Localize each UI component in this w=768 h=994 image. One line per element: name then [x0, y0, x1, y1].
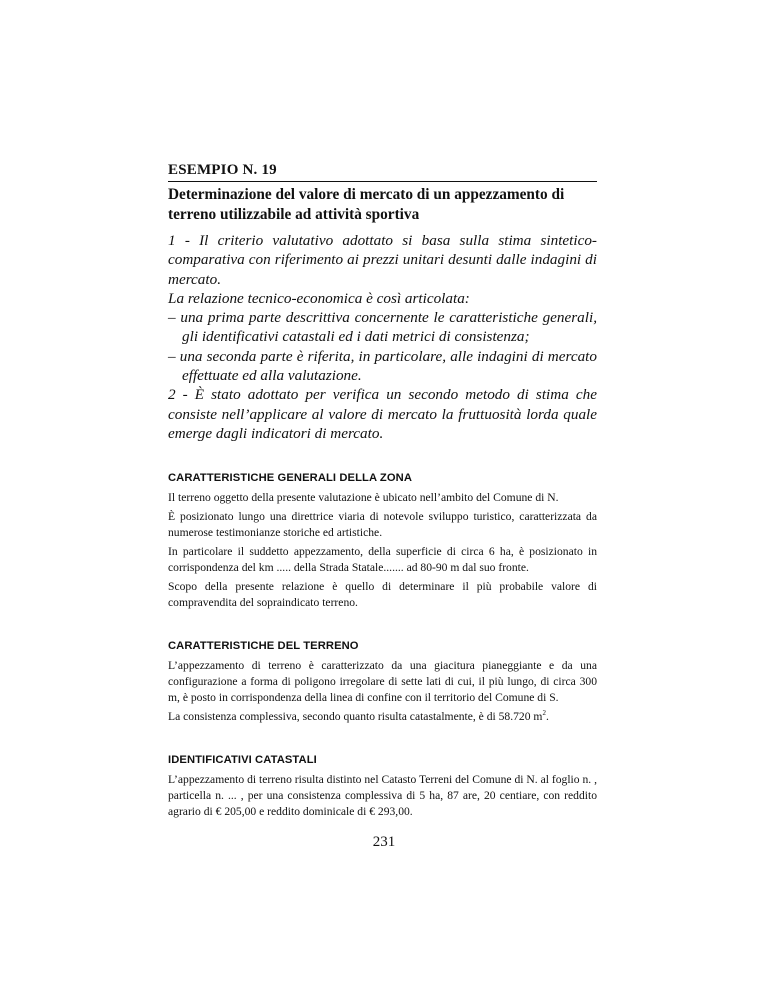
page-number: 231 — [372, 834, 396, 850]
intro-block — [168, 231, 597, 443]
body-paragraph: Il terreno oggetto della presente valutazione è ubicato nell’ambito del Comune di N. — [168, 491, 559, 505]
title-rule — [168, 181, 597, 182]
document-page — [168, 160, 597, 823]
intro-list-item: – una prima parte descrittiva concernente le caratteristiche generali, gli identificativi catastali ed i dati metrici di consistenza; — [168, 309, 597, 346]
intro-paragraph-2: La relazione tecnico-economica è così articolata: — [168, 289, 470, 307]
intro-list-item: – una seconda parte è riferita, in particolare, alle indagini di mercato effettuate ed alla valutazione. — [168, 347, 597, 385]
body-paragraph: Scopo della presente relazione è quello di determinare il più probabile valore di compravendita del sopraindicato terreno. — [168, 580, 597, 610]
consistency-text: La consistenza complessiva, secondo quanto risulta catastalmente, è di 58.720 m — [168, 710, 543, 724]
body-paragraph: L’appezzamento di terreno risulta distinto nel Catasto Terreni del Comune di N. al foglio n. , particella n. ... , per una consistenza complessiva di 5 ha, 87 are, 20 centiare, con reddito agrario di € 205,00 e reddito dominicale di € 293,00. — [168, 773, 597, 819]
example-label: ESEMPIO N. 19 — [168, 162, 277, 178]
body-paragraph: È posizionato lungo una direttrice viaria di notevole sviluppo turistico, caratterizzata da numerose testimonianze storiche ed artistiche. — [168, 510, 597, 540]
section-heading: CARATTERISTICHE DEL TERRENO — [168, 640, 359, 653]
section-terreno — [168, 639, 597, 725]
section-heading: IDENTIFICATIVI CATASTALI — [168, 754, 317, 767]
intro-list — [168, 308, 597, 385]
sentence-end: . — [545, 710, 549, 724]
intro-paragraph-3: 2 - È stato adottato per verifica un secondo metodo di stima che consiste nell’applicare al valore di mercato la fruttuosità lorda quale emerge dagli indicatori di mercato. — [168, 386, 597, 442]
intro-paragraph-1: 1 - Il criterio valutativo adottato si basa sulla stima sintetico-comparativa con riferimento ai prezzi unitari desunti dalle indagini di mercato. — [168, 232, 597, 288]
unit-superscript: 2 — [542, 709, 546, 718]
body-paragraph — [168, 709, 597, 725]
section-catastali — [168, 753, 597, 820]
section-zona — [168, 471, 597, 611]
section-heading: CARATTERISTICHE GENERALI DELLA ZONA — [168, 472, 413, 485]
page-title: Determinazione del valore di mercato di un appezzamento di terreno utilizzabile ad attività sportiva — [168, 186, 565, 223]
body-paragraph: In particolare il suddetto appezzamento, della superficie di circa 6 ha, è posizionato in corrispondenza del km ..... della Strada Statale....... ad 80-90 m dal suo fronte. — [168, 545, 597, 575]
body-paragraph: L’appezzamento di terreno è caratterizzato da una giacitura pianeggiante e da una configurazione a forma di poligono irregolare di sette lati di cui, il più lungo, di circa 300 m, è posto in corrispondenza della linea di confine con il territorio del Comune di S. — [168, 659, 597, 705]
